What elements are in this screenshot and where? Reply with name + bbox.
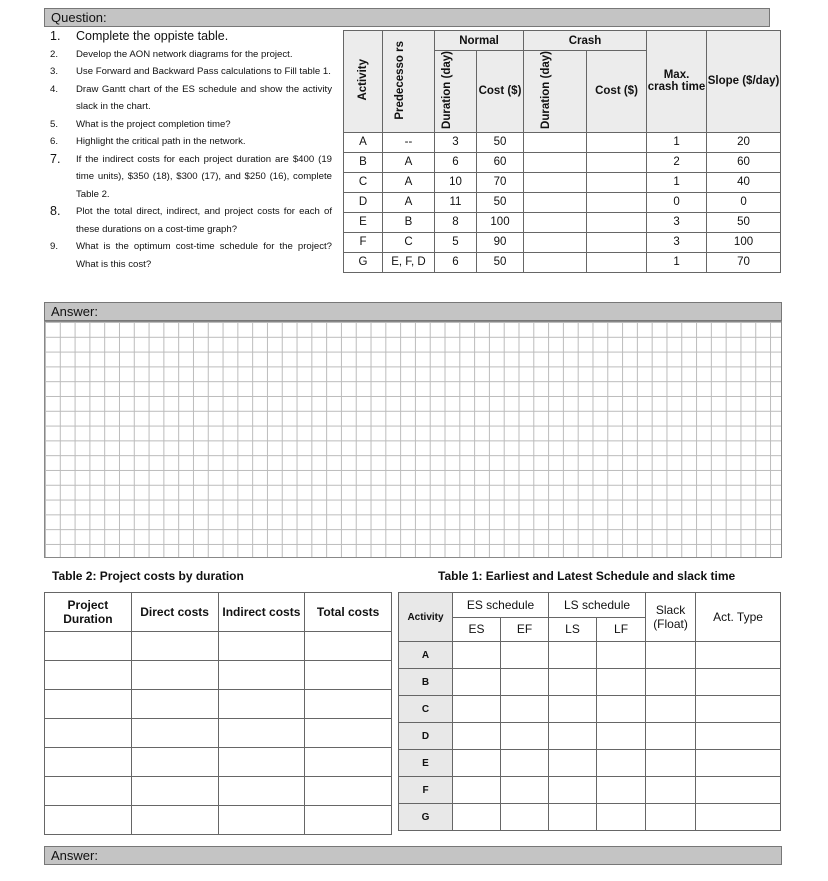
header-max-crash: Max. crash time	[647, 31, 707, 133]
question-number: 6.	[50, 136, 59, 147]
table-cell: A	[383, 172, 435, 192]
table-cell: 11	[435, 192, 477, 212]
empty-cell[interactable]	[696, 669, 781, 696]
empty-cell[interactable]	[597, 642, 646, 669]
table-row	[45, 777, 392, 806]
activity-label: D	[399, 723, 453, 750]
table-cell: 60	[707, 152, 781, 172]
table-cell: 0	[707, 192, 781, 212]
empty-cell[interactable]	[646, 642, 696, 669]
question-item	[50, 151, 332, 204]
empty-cell[interactable]	[597, 696, 646, 723]
table-row	[399, 696, 781, 723]
empty-cell[interactable]	[501, 669, 549, 696]
table-row	[399, 804, 781, 831]
empty-cell[interactable]	[453, 669, 501, 696]
table-row	[344, 232, 781, 252]
question-item	[50, 116, 332, 134]
question-text: Highlight the critical path in the network.	[76, 136, 246, 147]
empty-cell[interactable]	[131, 661, 218, 690]
table-row	[45, 632, 392, 661]
table-cell: G	[344, 252, 383, 272]
table-cell: --	[383, 132, 435, 152]
table-cell[interactable]	[587, 132, 647, 152]
table-cell: 70	[477, 172, 524, 192]
empty-cell[interactable]	[597, 669, 646, 696]
empty-cell[interactable]	[45, 719, 132, 748]
table-row	[344, 172, 781, 192]
table-cell: 50	[477, 132, 524, 152]
table-cell[interactable]	[587, 212, 647, 232]
table-cell: A	[383, 152, 435, 172]
table-cell: 5	[435, 232, 477, 252]
table-cell: A	[383, 192, 435, 212]
empty-cell[interactable]	[597, 723, 646, 750]
empty-cell[interactable]	[501, 777, 549, 804]
table-cell: 100	[477, 212, 524, 232]
header-ls: LS	[549, 617, 597, 642]
header-indirect-costs: Indirect costs	[218, 593, 305, 632]
empty-cell[interactable]	[646, 750, 696, 777]
empty-cell[interactable]	[501, 723, 549, 750]
table-cell: A	[344, 132, 383, 152]
empty-cell[interactable]	[218, 777, 305, 806]
table-cell[interactable]	[524, 192, 587, 212]
header-crash-cost: Cost ($)	[587, 51, 647, 133]
question-item	[50, 238, 332, 273]
empty-cell[interactable]	[696, 804, 781, 831]
question-number: 7.	[50, 151, 61, 166]
table-cell: E, F, D	[383, 252, 435, 272]
empty-cell[interactable]	[131, 777, 218, 806]
table2-title: Table 2: Project costs by duration	[52, 569, 244, 583]
table-cell: 90	[477, 232, 524, 252]
table-cell: 3	[647, 212, 707, 232]
empty-cell[interactable]	[549, 669, 597, 696]
question-item	[50, 28, 332, 46]
activity-label: A	[399, 642, 453, 669]
header-lf: LF	[597, 617, 646, 642]
question-text: If the indirect costs for each project duration are $400 (19 time units), $350 (18), $300 (17), and $250 (16), complete Table 2.	[76, 153, 332, 200]
empty-cell[interactable]	[453, 723, 501, 750]
activity-label: F	[399, 777, 453, 804]
table-cell: 6	[435, 152, 477, 172]
table-cell: 50	[707, 212, 781, 232]
activity-label: G	[399, 804, 453, 831]
header-total-costs: Total costs	[305, 593, 392, 632]
empty-cell[interactable]	[696, 777, 781, 804]
table-row	[344, 212, 781, 232]
header-es-schedule: ES schedule	[453, 593, 549, 618]
header-crash: Crash	[524, 31, 647, 51]
table-cell: 0	[647, 192, 707, 212]
table-cell[interactable]	[524, 172, 587, 192]
empty-cell[interactable]	[305, 719, 392, 748]
answer-header-2: Answer:	[44, 846, 782, 865]
table-row	[399, 723, 781, 750]
table-cell: 1	[647, 252, 707, 272]
answer-grid[interactable]	[44, 321, 782, 558]
empty-cell[interactable]	[305, 777, 392, 806]
table-cell: 50	[477, 192, 524, 212]
header-normal-duration: Duration (day)	[440, 51, 453, 129]
answer-header: Answer:	[44, 302, 782, 321]
header-project-duration: Project Duration	[45, 593, 132, 632]
table-cell[interactable]	[524, 252, 587, 272]
empty-cell[interactable]	[549, 804, 597, 831]
table-row	[344, 132, 781, 152]
table-cell: C	[383, 232, 435, 252]
empty-cell[interactable]	[696, 642, 781, 669]
empty-cell[interactable]	[453, 642, 501, 669]
empty-cell[interactable]	[549, 777, 597, 804]
empty-cell[interactable]	[501, 696, 549, 723]
empty-cell[interactable]	[305, 748, 392, 777]
activity-label: B	[399, 669, 453, 696]
question-item	[50, 203, 332, 238]
empty-cell[interactable]	[646, 777, 696, 804]
empty-cell[interactable]	[305, 661, 392, 690]
table-cell: 20	[707, 132, 781, 152]
table-cell: 60	[477, 152, 524, 172]
question-item	[50, 46, 332, 64]
table-cell: 1	[647, 132, 707, 152]
table-cell: 40	[707, 172, 781, 192]
empty-cell[interactable]	[131, 632, 218, 661]
empty-cell[interactable]	[646, 669, 696, 696]
empty-cell[interactable]	[549, 642, 597, 669]
empty-cell[interactable]	[45, 690, 132, 719]
question-number: 2.	[50, 48, 59, 60]
question-text: Complete the oppiste table.	[76, 29, 229, 43]
table-cell[interactable]	[587, 252, 647, 272]
empty-cell[interactable]	[646, 696, 696, 723]
question-text: Plot the total direct, indirect, and project costs for each of these durations on a cost-time graph?	[76, 206, 332, 235]
table-cell: F	[344, 232, 383, 252]
empty-cell[interactable]	[696, 696, 781, 723]
question-list	[50, 28, 332, 273]
table1-title: Table 1: Earliest and Latest Schedule and slack time	[438, 569, 736, 583]
header-slope: Slope ($/day)	[707, 31, 781, 133]
empty-cell[interactable]	[597, 804, 646, 831]
header-act-type: Act. Type	[696, 593, 781, 642]
question-item	[50, 133, 332, 151]
table-cell: 8	[435, 212, 477, 232]
table-cell: 10	[435, 172, 477, 192]
project-costs-table	[44, 592, 392, 835]
empty-cell[interactable]	[597, 750, 646, 777]
question-text: Use Forward and Backward Pass calculations to Fill table 1.	[76, 66, 331, 77]
table-row	[399, 669, 781, 696]
table-cell: C	[344, 172, 383, 192]
table-row	[45, 748, 392, 777]
table-row	[344, 152, 781, 172]
empty-cell[interactable]	[218, 806, 305, 835]
empty-cell[interactable]	[597, 777, 646, 804]
empty-cell[interactable]	[218, 748, 305, 777]
header-normal-cost: Cost ($)	[477, 51, 524, 133]
question-header: Question:	[44, 8, 770, 27]
question-number: 4.	[50, 83, 59, 95]
empty-cell[interactable]	[646, 723, 696, 750]
table-cell: B	[383, 212, 435, 232]
schedule-table	[398, 592, 781, 831]
table-cell[interactable]	[524, 212, 587, 232]
table-row	[344, 192, 781, 212]
table-cell[interactable]	[587, 232, 647, 252]
empty-cell[interactable]	[549, 723, 597, 750]
table-row	[399, 777, 781, 804]
header-direct-costs: Direct costs	[131, 593, 218, 632]
table-cell: E	[344, 212, 383, 232]
empty-cell[interactable]	[696, 723, 781, 750]
table-cell[interactable]	[524, 152, 587, 172]
empty-cell[interactable]	[131, 748, 218, 777]
table-cell[interactable]	[524, 132, 587, 152]
question-number: 3.	[50, 66, 59, 77]
question-number: 8.	[50, 204, 61, 218]
header-activity: Activity	[357, 59, 369, 101]
empty-cell[interactable]	[218, 719, 305, 748]
table-row	[45, 806, 392, 835]
header-predecessors: Predecesso rs	[393, 40, 406, 120]
question-number: 1.	[50, 29, 61, 43]
table-cell: 50	[477, 252, 524, 272]
header-es: ES	[453, 617, 501, 642]
table-cell: 1	[647, 172, 707, 192]
table-cell[interactable]	[587, 192, 647, 212]
empty-cell[interactable]	[45, 806, 132, 835]
empty-cell[interactable]	[45, 661, 132, 690]
table-cell: B	[344, 152, 383, 172]
empty-cell[interactable]	[646, 804, 696, 831]
empty-cell[interactable]	[218, 632, 305, 661]
table-row	[45, 719, 392, 748]
table-cell: 6	[435, 252, 477, 272]
activity-label: E	[399, 750, 453, 777]
table-cell[interactable]	[587, 152, 647, 172]
empty-cell[interactable]	[501, 750, 549, 777]
table-cell: 2	[647, 152, 707, 172]
empty-cell[interactable]	[131, 719, 218, 748]
question-item	[50, 81, 332, 116]
empty-cell[interactable]	[501, 642, 549, 669]
table-row	[399, 750, 781, 777]
empty-cell[interactable]	[131, 690, 218, 719]
table-cell: 100	[707, 232, 781, 252]
question-number: 9.	[50, 241, 59, 252]
table-row	[45, 661, 392, 690]
empty-cell[interactable]	[305, 690, 392, 719]
table-cell: D	[344, 192, 383, 212]
empty-cell[interactable]	[453, 804, 501, 831]
empty-cell[interactable]	[131, 806, 218, 835]
header-activity: Activity	[399, 593, 453, 642]
empty-cell[interactable]	[549, 696, 597, 723]
question-number: 5.	[50, 118, 59, 130]
empty-cell[interactable]	[501, 804, 549, 831]
question-text: What is the project completion time?	[76, 118, 231, 130]
empty-cell[interactable]	[45, 748, 132, 777]
header-slack: Slack (Float)	[646, 593, 696, 642]
question-item	[50, 63, 332, 81]
table-row	[399, 642, 781, 669]
empty-cell[interactable]	[218, 690, 305, 719]
table-cell: 3	[435, 132, 477, 152]
activity-table	[343, 30, 781, 273]
table-cell[interactable]	[587, 172, 647, 192]
question-text: Develop the AON network diagrams for the project.	[76, 48, 293, 60]
activity-label: C	[399, 696, 453, 723]
empty-cell[interactable]	[453, 696, 501, 723]
table-row	[45, 690, 392, 719]
empty-cell[interactable]	[45, 632, 132, 661]
header-ls-schedule: LS schedule	[549, 593, 646, 618]
empty-cell[interactable]	[696, 750, 781, 777]
header-crash-duration: Duration (day)	[540, 51, 552, 129]
header-ef: EF	[501, 617, 549, 642]
empty-cell[interactable]	[305, 632, 392, 661]
table-cell[interactable]	[524, 232, 587, 252]
empty-cell[interactable]	[549, 750, 597, 777]
table-row	[344, 252, 781, 272]
empty-cell[interactable]	[45, 777, 132, 806]
table-cell: 3	[647, 232, 707, 252]
empty-cell[interactable]	[305, 806, 392, 835]
table-cell: 70	[707, 252, 781, 272]
question-text: What is the optimum cost-time schedule for the project? What is this cost?	[76, 241, 332, 270]
question-text: Draw Gantt chart of the ES schedule and show the activity slack in the chart.	[76, 83, 332, 112]
empty-cell[interactable]	[453, 777, 501, 804]
empty-cell[interactable]	[218, 661, 305, 690]
empty-cell[interactable]	[453, 750, 501, 777]
header-normal: Normal	[435, 31, 524, 51]
